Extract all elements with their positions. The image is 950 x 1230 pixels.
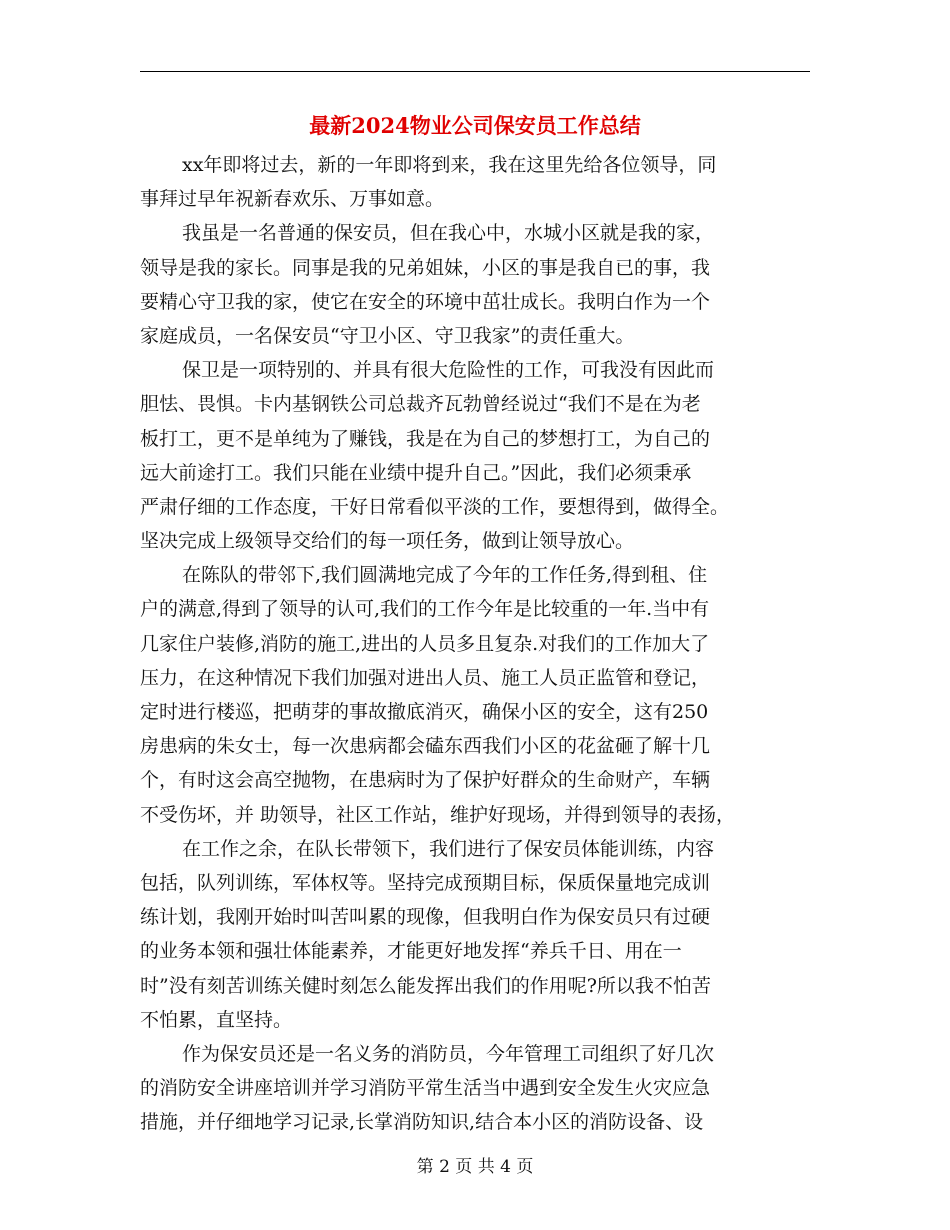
paragraph-line: 几家住户装修,消防的施工,进出的人员多且复杂.对我们的工作加大了 (140, 632, 710, 655)
paragraph-line: 包括，队列训练，军体权等。坚持完成预期目标，保质保量地完成训 (140, 871, 711, 894)
paragraph-line: 在陈队的带邻下,我们圆满地完成了今年的工作任务,得到租、住 (182, 564, 708, 587)
paragraph-line: 个，有时这会高空抛物，在患病时为了保护好群众的生命财产，车辆 (140, 769, 711, 792)
document-title: 最新2024物业公司保安员工作总结 (309, 113, 641, 138)
paragraph-line: 措施，并仔细地学习记录,长掌消防知识,结合本小区的消防设备、设 (140, 1111, 704, 1134)
paragraph-line: 要精心守卫我的家，使它在安全的环境中茁壮成长。我明白作为一个 (140, 290, 711, 313)
paragraph-line: 的业务本领和强壮体能素养，才能更好地发挥“养兵千日、用在一 (140, 940, 682, 963)
paragraph-line: xx年即将过去，新的一年即将到来，我在这里先给各位领导，同 (182, 154, 717, 176)
paragraph-line: 不受伤坏，并 助领导，社区工作站，维护好现场，并得到领导的表扬， (140, 803, 736, 826)
paragraph-line: 坚决完成上级领导交给们的每一项任务，做到让领导放心。 (140, 530, 635, 553)
paragraph-line: 定时进行楼巡，把萌芽的事故撤底消灭，确保小区的安全，这有250 (140, 701, 709, 723)
document-body (140, 148, 812, 1139)
paragraph-line: 时”没有刻苦训练关健时刻怎么能发挥出我们的作用呢?所以我不怕苦 (140, 974, 711, 997)
paragraph-line: 领导是我的家长。同事是我的兄弟姐妹，小区的事是我自已的事，我 (140, 256, 711, 279)
paragraph-line: 压力，在这种情况下我们加强对进出人员、施工人员正监管和登记， (140, 666, 711, 689)
paragraph-line: 的消防安全讲座培训并学习消防平常生活当中遇到安全发生火灾应急 (140, 1077, 711, 1100)
paragraph-line: 我虽是一名普通的保安员，但在我心中，水城小区就是我的家， (182, 222, 715, 245)
paragraph-line: 在工作之余，在队长带领下，我们进行了保安员体能训练，内容 (182, 837, 715, 860)
paragraph-line: 房患病的朱女士，每一次患病都会磕东西我们小区的花盆砸了解十几 (140, 735, 711, 758)
paragraph-line: 事拜过早年祝新春欢乐、万事如意。 (140, 188, 445, 211)
paragraph-line: 远大前途打工。我们只能在业绩中提升自己。”因此，我们必须秉承 (140, 461, 692, 484)
paragraph-line: 户的满意,得到了领导的认可,我们的工作今年是比较重的一年.当中有 (140, 598, 710, 621)
paragraph-line: 作为保安员还是一名义务的消防员，今年管理工司组织了好几次 (182, 1042, 715, 1065)
paragraph-line: 严肃仔细的工作态度，干好日常看似平淡的工作，要想得到，做得全。 (140, 495, 730, 518)
paragraph-line: 练计划，我刚开始时叫苦叫累的现像，但我明白作为保安员只有过硬 (140, 906, 711, 929)
paragraph-line: 家庭成员，一名保安员“守卫小区、守卫我家”的责任重大。 (140, 324, 635, 347)
paragraph-line: 板打工，更不是单纯为了赚钱，我是在为自己的梦想打工，为自己的 (140, 427, 711, 450)
paragraph-line: 保卫是一项特别的、并具有很大危险性的工作，可我没有因此而 (182, 359, 715, 382)
header-rule (140, 71, 810, 72)
page-number-footer: 第 2 页 共 4 页 (416, 1157, 534, 1177)
paragraph-line: 胆怯、畏惧。卡内基钢铁公司总裁齐瓦勃曾经说过“我们不是在为老 (140, 393, 701, 416)
paragraph-line: 不怕累，直坚持。 (140, 1008, 293, 1031)
